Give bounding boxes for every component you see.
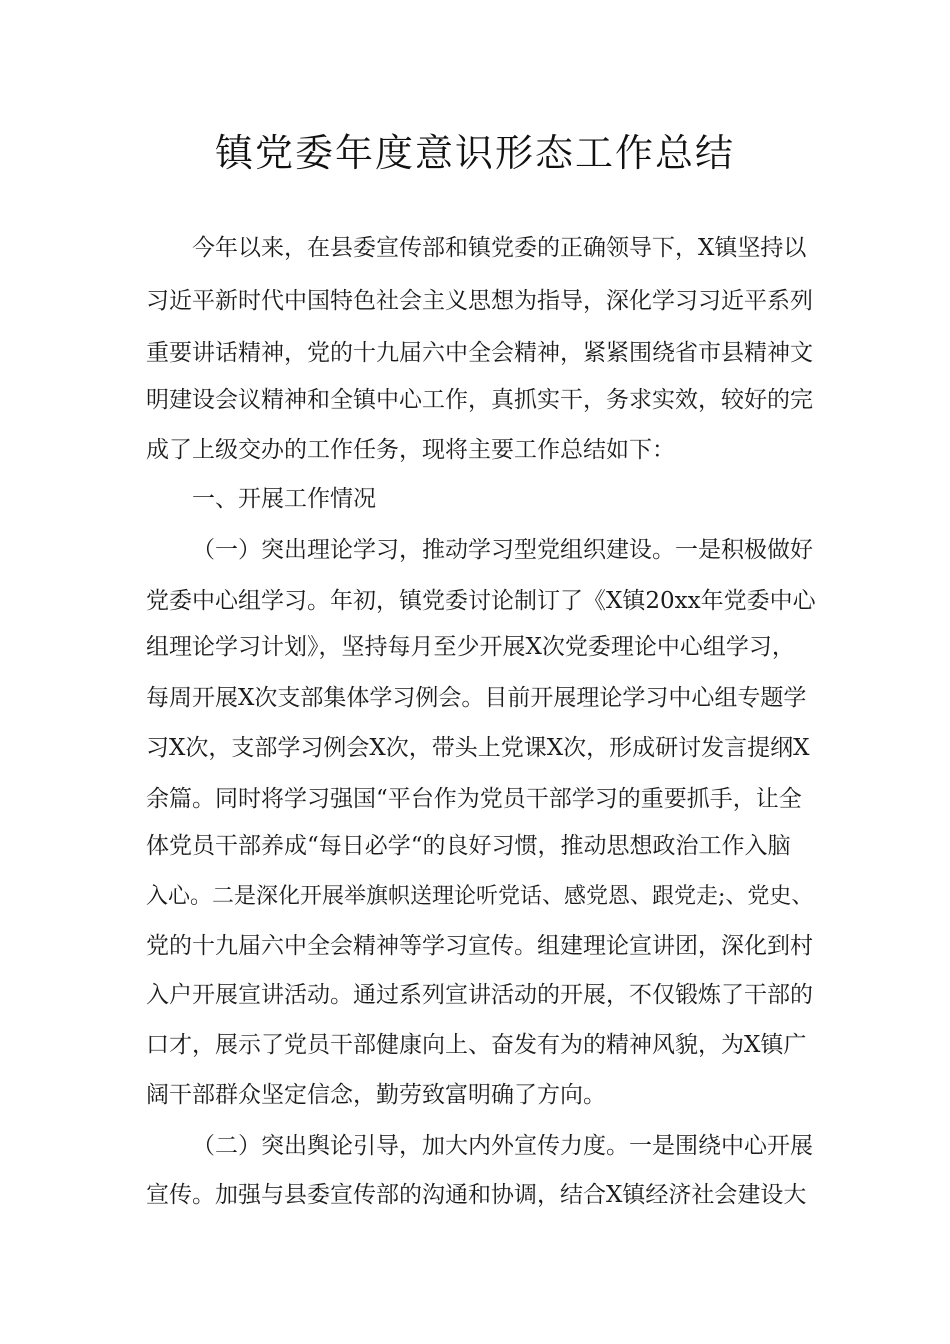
paragraph-line: （一）突出理论学习，推动学习型党组织建设。一是积极做好	[192, 537, 813, 563]
paragraph-line: 入户开展宣讲活动。通过系列宣讲活动的开展，不仅锻炼了干部的	[146, 982, 813, 1008]
paragraph-line: 习近平新时代中国特色社会主义思想为指导，深化学习习近平系列	[146, 288, 813, 314]
paragraph-line: 明建设会议精神和全镇中心工作，真抓实干，务求实效，较好的完	[146, 387, 813, 413]
paragraph-line: 习X次，支部学习例会X次，带头上党课X次，形成研讨发言提纲X	[146, 735, 810, 761]
paragraph-line: 入心。二是深化开展举旗帜送理论听党话、感党恩、跟党走;、党史、	[146, 884, 814, 909]
paragraph-line: 余篇。同时将学习强国“平台作为党员干部学习的重要抓手，让全	[146, 786, 802, 812]
paragraph-line: 重要讲话精神，党的十九届六中全会精神，紧紧围绕省市县精神文	[146, 340, 813, 366]
paragraph-line: 体党员干部养成“每日必学“的良好习惯，推动思想政治工作入脑	[146, 833, 791, 859]
paragraph-line: 宣传。加强与县委宣传部的沟通和协调，结合X镇经济社会建设大	[146, 1182, 807, 1208]
paragraph-line: 组理论学习计划》，坚持每月至少开展X次党委理论中心组学习，	[146, 634, 795, 660]
section-heading: 一、开展工作情况	[192, 486, 376, 512]
document-title: 镇党委年度意识形态工作总结	[214, 131, 735, 175]
paragraph-line: 每周开展X次支部集体学习例会。目前开展理论学习中心组专题学	[146, 685, 807, 711]
paragraph-line: 阔干部群众坚定信念，勤劳致富明确了方向。	[146, 1082, 606, 1108]
paragraph-line: 口才，展示了党员干部健康向上、奋发有为的精神风貌，为X镇广	[146, 1032, 807, 1058]
paragraph-line: （二）突出舆论引导，加大内外宣传力度。一是围绕中心开展	[192, 1133, 813, 1159]
paragraph-line: 今年以来，在县委宣传部和镇党委的正确领导下，X镇坚持以	[192, 235, 807, 261]
paragraph-line: 成了上级交办的工作任务，现将主要工作总结如下：	[146, 437, 675, 463]
paragraph-line: 党委中心组学习。年初，镇党委讨论制订了《X镇20xx年党委中心	[146, 588, 816, 614]
paragraph-line: 党的十九届六中全会精神等学习宣传。组建理论宣讲团，深化到村	[146, 933, 813, 959]
